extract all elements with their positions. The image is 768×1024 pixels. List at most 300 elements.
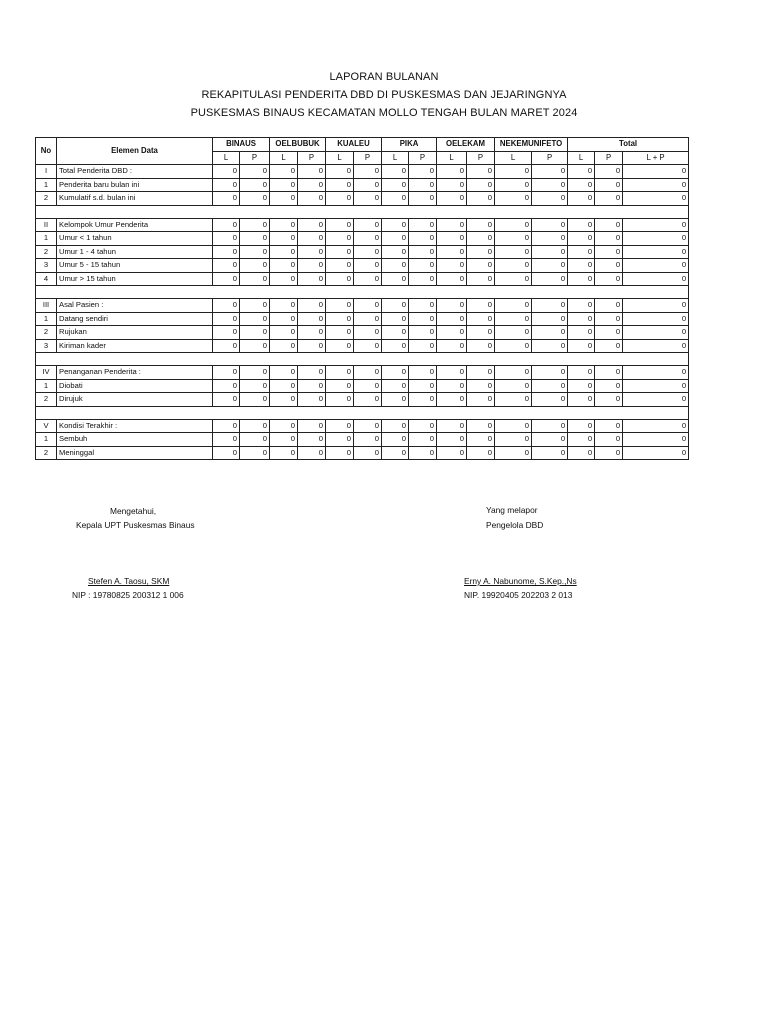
- value-cell: 0: [623, 393, 689, 407]
- row-label: Penanganan Penderita :: [57, 366, 213, 380]
- col-header-site: PIKA: [382, 138, 437, 152]
- value-cell: 0: [270, 218, 298, 232]
- value-cell: 0: [437, 272, 467, 286]
- empty-cell: [437, 205, 467, 218]
- value-cell: 0: [270, 446, 298, 460]
- value-cell: 0: [270, 192, 298, 206]
- value-cell: 0: [270, 433, 298, 447]
- value-cell: 0: [467, 218, 495, 232]
- value-cell: 0: [568, 339, 595, 353]
- empty-cell: [409, 353, 437, 366]
- empty-cell: [623, 286, 689, 299]
- value-cell: 0: [437, 379, 467, 393]
- sig-right-nip: NIP. 19920405 202203 2 013: [464, 590, 573, 600]
- value-cell: 0: [409, 433, 437, 447]
- value-cell: 0: [568, 366, 595, 380]
- value-cell: 0: [495, 272, 532, 286]
- value-cell: 0: [532, 446, 568, 460]
- value-cell: 0: [437, 433, 467, 447]
- empty-cell: [467, 286, 495, 299]
- value-cell: 0: [495, 326, 532, 340]
- empty-cell: [270, 286, 298, 299]
- empty-cell: [568, 205, 595, 218]
- empty-cell: [354, 353, 382, 366]
- value-cell: 0: [568, 299, 595, 313]
- value-cell: 0: [213, 419, 240, 433]
- value-cell: 0: [326, 446, 354, 460]
- value-cell: 0: [409, 165, 437, 179]
- empty-cell: [568, 286, 595, 299]
- value-cell: 0: [595, 272, 623, 286]
- sub-header-l: L: [437, 151, 467, 165]
- value-cell: 0: [382, 326, 409, 340]
- table-row: [36, 299, 689, 313]
- value-cell: 0: [623, 299, 689, 313]
- empty-cell: [382, 353, 409, 366]
- row-number: 3: [36, 259, 57, 273]
- row-label: Umur > 15 tahun: [57, 272, 213, 286]
- col-header-no: No: [36, 138, 57, 165]
- empty-cell: [495, 205, 532, 218]
- value-cell: 0: [495, 218, 532, 232]
- value-cell: 0: [495, 366, 532, 380]
- empty-cell: [532, 286, 568, 299]
- value-cell: 0: [467, 272, 495, 286]
- row-number: 2: [36, 326, 57, 340]
- row-label: Meninggal: [57, 446, 213, 460]
- value-cell: 0: [240, 312, 270, 326]
- value-cell: 0: [213, 446, 240, 460]
- value-cell: 0: [595, 165, 623, 179]
- value-cell: 0: [240, 259, 270, 273]
- empty-cell: [354, 205, 382, 218]
- sig-right-position: Pengelola DBD: [486, 520, 544, 530]
- value-cell: 0: [240, 232, 270, 246]
- report-table-body: [36, 165, 689, 460]
- col-header-site: BINAUS: [213, 138, 270, 152]
- table-row: [36, 366, 689, 380]
- value-cell: 0: [298, 232, 326, 246]
- sub-header-l: L: [270, 151, 298, 165]
- value-cell: 0: [354, 446, 382, 460]
- value-cell: 0: [595, 245, 623, 259]
- empty-cell: [240, 353, 270, 366]
- value-cell: 0: [437, 192, 467, 206]
- value-cell: 0: [595, 419, 623, 433]
- value-cell: 0: [595, 178, 623, 192]
- value-cell: 0: [623, 339, 689, 353]
- value-cell: 0: [354, 272, 382, 286]
- value-cell: 0: [532, 259, 568, 273]
- value-cell: 0: [270, 259, 298, 273]
- empty-cell: [595, 406, 623, 419]
- value-cell: 0: [623, 379, 689, 393]
- empty-cell: [36, 205, 57, 218]
- sub-header-l: L: [568, 151, 595, 165]
- empty-cell: [532, 406, 568, 419]
- table-row: [36, 419, 689, 433]
- row-label: Asal Pasien :: [57, 299, 213, 313]
- value-cell: 0: [240, 446, 270, 460]
- value-cell: 0: [409, 299, 437, 313]
- value-cell: 0: [568, 165, 595, 179]
- value-cell: 0: [298, 245, 326, 259]
- empty-cell: [326, 286, 354, 299]
- empty-cell: [623, 406, 689, 419]
- row-number: 1: [36, 433, 57, 447]
- empty-cell: [270, 205, 298, 218]
- value-cell: 0: [437, 312, 467, 326]
- sub-header-p: P: [532, 151, 568, 165]
- empty-cell: [354, 286, 382, 299]
- empty-cell: [57, 406, 213, 419]
- row-label: Kondisi Terakhir :: [57, 419, 213, 433]
- value-cell: 0: [213, 218, 240, 232]
- value-cell: 0: [270, 245, 298, 259]
- blank-separator-row: [36, 406, 689, 419]
- value-cell: 0: [270, 165, 298, 179]
- table-row: [36, 245, 689, 259]
- value-cell: 0: [568, 259, 595, 273]
- value-cell: 0: [213, 379, 240, 393]
- row-label: Kelompok Umur Penderita: [57, 218, 213, 232]
- value-cell: 0: [409, 446, 437, 460]
- value-cell: 0: [568, 232, 595, 246]
- value-cell: 0: [437, 339, 467, 353]
- value-cell: 0: [568, 272, 595, 286]
- value-cell: 0: [495, 379, 532, 393]
- value-cell: 0: [298, 339, 326, 353]
- value-cell: 0: [595, 393, 623, 407]
- blank-separator-row: [36, 205, 689, 218]
- value-cell: 0: [354, 259, 382, 273]
- value-cell: 0: [354, 178, 382, 192]
- value-cell: 0: [382, 272, 409, 286]
- value-cell: 0: [595, 312, 623, 326]
- value-cell: 0: [298, 379, 326, 393]
- value-cell: 0: [270, 419, 298, 433]
- empty-cell: [213, 286, 240, 299]
- value-cell: 0: [409, 245, 437, 259]
- empty-cell: [437, 406, 467, 419]
- value-cell: 0: [532, 366, 568, 380]
- value-cell: 0: [467, 232, 495, 246]
- empty-cell: [595, 353, 623, 366]
- empty-cell: [495, 353, 532, 366]
- value-cell: 0: [240, 433, 270, 447]
- value-cell: 0: [568, 312, 595, 326]
- table-row: [36, 379, 689, 393]
- value-cell: 0: [409, 312, 437, 326]
- value-cell: 0: [240, 326, 270, 340]
- value-cell: 0: [532, 379, 568, 393]
- value-cell: 0: [354, 312, 382, 326]
- value-cell: 0: [409, 393, 437, 407]
- value-cell: 0: [298, 178, 326, 192]
- sig-left-position: Kepala UPT Puskesmas Binaus: [76, 520, 195, 530]
- empty-cell: [568, 406, 595, 419]
- value-cell: 0: [467, 178, 495, 192]
- row-label: Kiriman kader: [57, 339, 213, 353]
- value-cell: 0: [467, 379, 495, 393]
- value-cell: 0: [409, 326, 437, 340]
- value-cell: 0: [595, 299, 623, 313]
- value-cell: 0: [382, 259, 409, 273]
- blank-separator-row: [36, 353, 689, 366]
- row-number: 2: [36, 393, 57, 407]
- value-cell: 0: [326, 165, 354, 179]
- table-row: [36, 218, 689, 232]
- value-cell: 0: [298, 366, 326, 380]
- row-label: Total Penderita DBD :: [57, 165, 213, 179]
- value-cell: 0: [595, 379, 623, 393]
- sub-header-p: P: [354, 151, 382, 165]
- sub-header-l: L: [326, 151, 354, 165]
- value-cell: 0: [270, 272, 298, 286]
- empty-cell: [57, 353, 213, 366]
- value-cell: 0: [298, 326, 326, 340]
- value-cell: 0: [382, 339, 409, 353]
- value-cell: 0: [467, 393, 495, 407]
- value-cell: 0: [437, 232, 467, 246]
- value-cell: 0: [240, 366, 270, 380]
- value-cell: 0: [437, 366, 467, 380]
- value-cell: 0: [409, 272, 437, 286]
- empty-cell: [36, 406, 57, 419]
- value-cell: 0: [495, 192, 532, 206]
- sig-left-name: Stefen A. Taosu, SKM: [88, 576, 170, 586]
- value-cell: 0: [623, 245, 689, 259]
- value-cell: 0: [354, 339, 382, 353]
- value-cell: 0: [595, 433, 623, 447]
- value-cell: 0: [495, 178, 532, 192]
- value-cell: 0: [568, 192, 595, 206]
- value-cell: 0: [326, 232, 354, 246]
- value-cell: 0: [467, 259, 495, 273]
- empty-cell: [532, 205, 568, 218]
- empty-cell: [623, 353, 689, 366]
- empty-cell: [240, 205, 270, 218]
- value-cell: 0: [240, 218, 270, 232]
- empty-cell: [354, 406, 382, 419]
- value-cell: 0: [568, 393, 595, 407]
- value-cell: 0: [467, 192, 495, 206]
- value-cell: 0: [298, 218, 326, 232]
- value-cell: 0: [532, 232, 568, 246]
- value-cell: 0: [623, 192, 689, 206]
- empty-cell: [568, 353, 595, 366]
- value-cell: 0: [326, 379, 354, 393]
- value-cell: 0: [595, 446, 623, 460]
- value-cell: 0: [532, 393, 568, 407]
- table-row: [36, 339, 689, 353]
- row-label: Kumulatif s.d. bulan ini: [57, 192, 213, 206]
- empty-cell: [326, 353, 354, 366]
- empty-cell: [382, 286, 409, 299]
- value-cell: 0: [298, 433, 326, 447]
- value-cell: 0: [495, 419, 532, 433]
- value-cell: 0: [270, 339, 298, 353]
- value-cell: 0: [298, 192, 326, 206]
- empty-cell: [298, 205, 326, 218]
- value-cell: 0: [437, 259, 467, 273]
- row-label: Umur 1 - 4 tahun: [57, 245, 213, 259]
- value-cell: 0: [213, 339, 240, 353]
- row-number: 4: [36, 272, 57, 286]
- value-cell: 0: [623, 326, 689, 340]
- value-cell: 0: [326, 192, 354, 206]
- value-cell: 0: [409, 419, 437, 433]
- value-cell: 0: [326, 393, 354, 407]
- blank-separator-row: [36, 286, 689, 299]
- value-cell: 0: [595, 326, 623, 340]
- table-row: [36, 259, 689, 273]
- value-cell: 0: [270, 299, 298, 313]
- table-row: [36, 446, 689, 460]
- report-location-period: PUSKESMAS BINAUS KECAMATAN MOLLO TENGAH BULAN MARET 2024: [190, 107, 578, 119]
- value-cell: 0: [568, 433, 595, 447]
- value-cell: 0: [382, 245, 409, 259]
- empty-cell: [57, 205, 213, 218]
- value-cell: 0: [595, 218, 623, 232]
- value-cell: 0: [298, 165, 326, 179]
- col-header-site: OELEKAM: [437, 138, 495, 152]
- value-cell: 0: [382, 192, 409, 206]
- value-cell: 0: [623, 419, 689, 433]
- value-cell: 0: [213, 312, 240, 326]
- empty-cell: [623, 205, 689, 218]
- value-cell: 0: [532, 192, 568, 206]
- row-label: Rujukan: [57, 326, 213, 340]
- value-cell: 0: [298, 299, 326, 313]
- value-cell: 0: [213, 299, 240, 313]
- sub-header-p: P: [409, 151, 437, 165]
- row-number: III: [36, 299, 57, 313]
- value-cell: 0: [240, 299, 270, 313]
- empty-cell: [213, 205, 240, 218]
- value-cell: 0: [623, 165, 689, 179]
- empty-cell: [326, 406, 354, 419]
- value-cell: 0: [270, 393, 298, 407]
- col-header-elemen: Elemen Data: [57, 138, 213, 165]
- value-cell: 0: [623, 366, 689, 380]
- empty-cell: [36, 353, 57, 366]
- empty-cell: [240, 286, 270, 299]
- value-cell: 0: [437, 299, 467, 313]
- value-cell: 0: [354, 419, 382, 433]
- sub-header-p: P: [240, 151, 270, 165]
- row-label: Diobati: [57, 379, 213, 393]
- table-row: [36, 326, 689, 340]
- value-cell: 0: [382, 299, 409, 313]
- value-cell: 0: [467, 312, 495, 326]
- report-subtitle: REKAPITULASI PENDERITA DBD DI PUSKESMAS DAN JEJARINGNYA: [201, 89, 567, 101]
- value-cell: 0: [382, 433, 409, 447]
- value-cell: 0: [467, 419, 495, 433]
- value-cell: 0: [240, 393, 270, 407]
- value-cell: 0: [270, 232, 298, 246]
- value-cell: 0: [213, 272, 240, 286]
- value-cell: 0: [595, 339, 623, 353]
- value-cell: 0: [270, 379, 298, 393]
- empty-cell: [213, 406, 240, 419]
- value-cell: 0: [532, 433, 568, 447]
- value-cell: 0: [213, 192, 240, 206]
- value-cell: 0: [437, 393, 467, 407]
- value-cell: 0: [467, 165, 495, 179]
- row-number: II: [36, 218, 57, 232]
- value-cell: 0: [568, 446, 595, 460]
- report-title: LAPORAN BULANAN: [329, 71, 439, 83]
- value-cell: 0: [495, 299, 532, 313]
- value-cell: 0: [354, 245, 382, 259]
- value-cell: 0: [623, 446, 689, 460]
- value-cell: 0: [437, 419, 467, 433]
- value-cell: 0: [437, 165, 467, 179]
- value-cell: 0: [409, 232, 437, 246]
- value-cell: 0: [568, 178, 595, 192]
- value-cell: 0: [409, 379, 437, 393]
- value-cell: 0: [354, 379, 382, 393]
- value-cell: 0: [240, 192, 270, 206]
- table-row: [36, 393, 689, 407]
- value-cell: 0: [354, 366, 382, 380]
- row-number: 2: [36, 245, 57, 259]
- value-cell: 0: [354, 232, 382, 246]
- value-cell: 0: [595, 366, 623, 380]
- table-row: [36, 165, 689, 179]
- empty-cell: [213, 353, 240, 366]
- row-label: Sembuh: [57, 433, 213, 447]
- value-cell: 0: [326, 312, 354, 326]
- row-label: Dirujuk: [57, 393, 213, 407]
- value-cell: 0: [409, 259, 437, 273]
- value-cell: 0: [326, 433, 354, 447]
- row-number: I: [36, 165, 57, 179]
- value-cell: 0: [382, 393, 409, 407]
- value-cell: 0: [326, 299, 354, 313]
- value-cell: 0: [532, 245, 568, 259]
- value-cell: 0: [467, 245, 495, 259]
- value-cell: 0: [240, 419, 270, 433]
- value-cell: 0: [270, 326, 298, 340]
- value-cell: 0: [467, 299, 495, 313]
- empty-cell: [595, 205, 623, 218]
- value-cell: 0: [568, 379, 595, 393]
- value-cell: 0: [354, 165, 382, 179]
- value-cell: 0: [437, 326, 467, 340]
- value-cell: 0: [213, 178, 240, 192]
- row-number: IV: [36, 366, 57, 380]
- value-cell: 0: [495, 165, 532, 179]
- value-cell: 0: [437, 218, 467, 232]
- value-cell: 0: [382, 165, 409, 179]
- value-cell: 0: [298, 259, 326, 273]
- value-cell: 0: [326, 419, 354, 433]
- report-table: [35, 137, 689, 460]
- value-cell: 0: [326, 326, 354, 340]
- value-cell: 0: [437, 178, 467, 192]
- empty-cell: [467, 205, 495, 218]
- sub-header-l: L: [382, 151, 409, 165]
- value-cell: 0: [354, 218, 382, 232]
- value-cell: 0: [240, 178, 270, 192]
- value-cell: 0: [382, 366, 409, 380]
- empty-cell: [595, 286, 623, 299]
- value-cell: 0: [467, 326, 495, 340]
- sig-left-acknowledge: Mengetahui,: [110, 506, 157, 516]
- value-cell: 0: [213, 393, 240, 407]
